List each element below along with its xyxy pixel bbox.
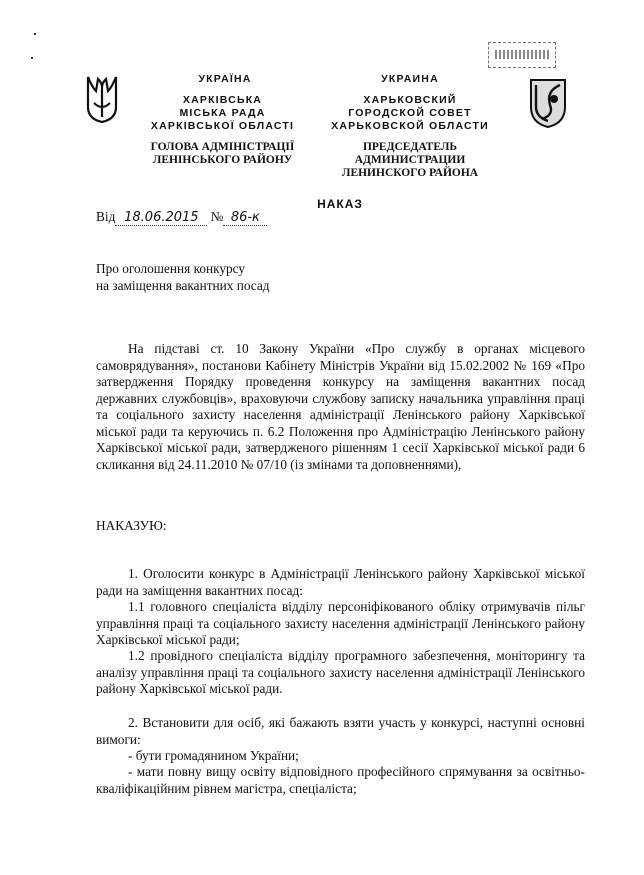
ru-country: УКРАИНА [381, 73, 439, 85]
item-1: 1. Оголосити конкурс в Адміністрації Ленінського району Харківської міської ради на заміщення вакантних посад: [96, 566, 585, 598]
scan-speck [31, 57, 33, 59]
item-1-1: 1.1 головного спеціаліста відділу персоніфікованого обліку отримувачів пільг управління праці та соціального захисту населення адміністрації Ленінського району Харківської міської ради; [96, 599, 585, 647]
item-2: 2. Встановити для осіб, які бажають взяти участь у конкурсі, наступні основні вимоги: [96, 715, 585, 747]
ua-head: ГОЛОВА АДМІНІСТРАЦІЇ ЛЕНІНСЬКОГО РАЙОНУ [150, 141, 295, 166]
ru-council: ХАРЬКОВСКИЙ ГОРОДСКОЙ СОВЕТ ХАРЬКОВСКОЙ ОБЛАСТИ [331, 94, 489, 132]
ua-council: ХАРКІВСЬКА МІСЬКА РАДА ХАРКІВСЬКОЇ ОБЛАСТІ [150, 94, 295, 132]
registration-stamp [488, 42, 556, 68]
requirement-education: - мати повну вищу освіту відповідного професійного спрямування за освітньо-кваліфікаційним рівнем магістра, спеціаліста; [96, 764, 585, 796]
trident-emblem-icon [82, 73, 122, 125]
document-title: НАКАЗ [317, 197, 363, 211]
preamble-paragraph: На підставі ст. 10 Закону України «Про службу в органах місцевого самоврядування», постанови Кабінету Міністрів України від 15.02.2002 № 169 «Про затвердження Порядку проведення конкурсу на заміщення вакантних посад державних службовців», враховуючи службову записку начальника управління праці та соціального захисту населення адміністрації Ленінського району Харківської міської ради та керуючись п. 6.2 Положення про Адміністрацію Ленінського району Харківської міської ради, затвердженого рішенням 1 сесії Харківської міської ради 6 скликання від 24.11.2010 № 07/10 (із змінами та доповненнями), [96, 341, 585, 472]
kharkiv-coat-of-arms-icon [528, 77, 568, 129]
handwritten-date: 18.06.2015 [115, 210, 207, 226]
ua-country: УКРАЇНА [198, 73, 252, 85]
order-word: НАКАЗУЮ: [96, 518, 167, 533]
scan-speck [34, 33, 36, 35]
requirement-citizenship: - бути громадянином України; [128, 748, 299, 763]
handwritten-number: 86-к [223, 210, 267, 226]
order-subject: Про оголошення конкурсу на заміщення вакантних посад [96, 261, 270, 293]
ru-head: ПРЕДСЕДАТЕЛЬ АДМИНИСТРАЦИИ ЛЕНИНСКОГО РАЙОНА [341, 141, 479, 179]
number-label: № [210, 209, 224, 224]
date-prefix: Від [96, 209, 116, 224]
date-number-line [96, 209, 267, 226]
item-1-2: 1.2 провідного спеціаліста відділу програмного забезпечення, моніторингу та аналізу управління праці та соціального захисту населення адміністрації Ленінського району Харківської міської ради. [96, 648, 585, 696]
